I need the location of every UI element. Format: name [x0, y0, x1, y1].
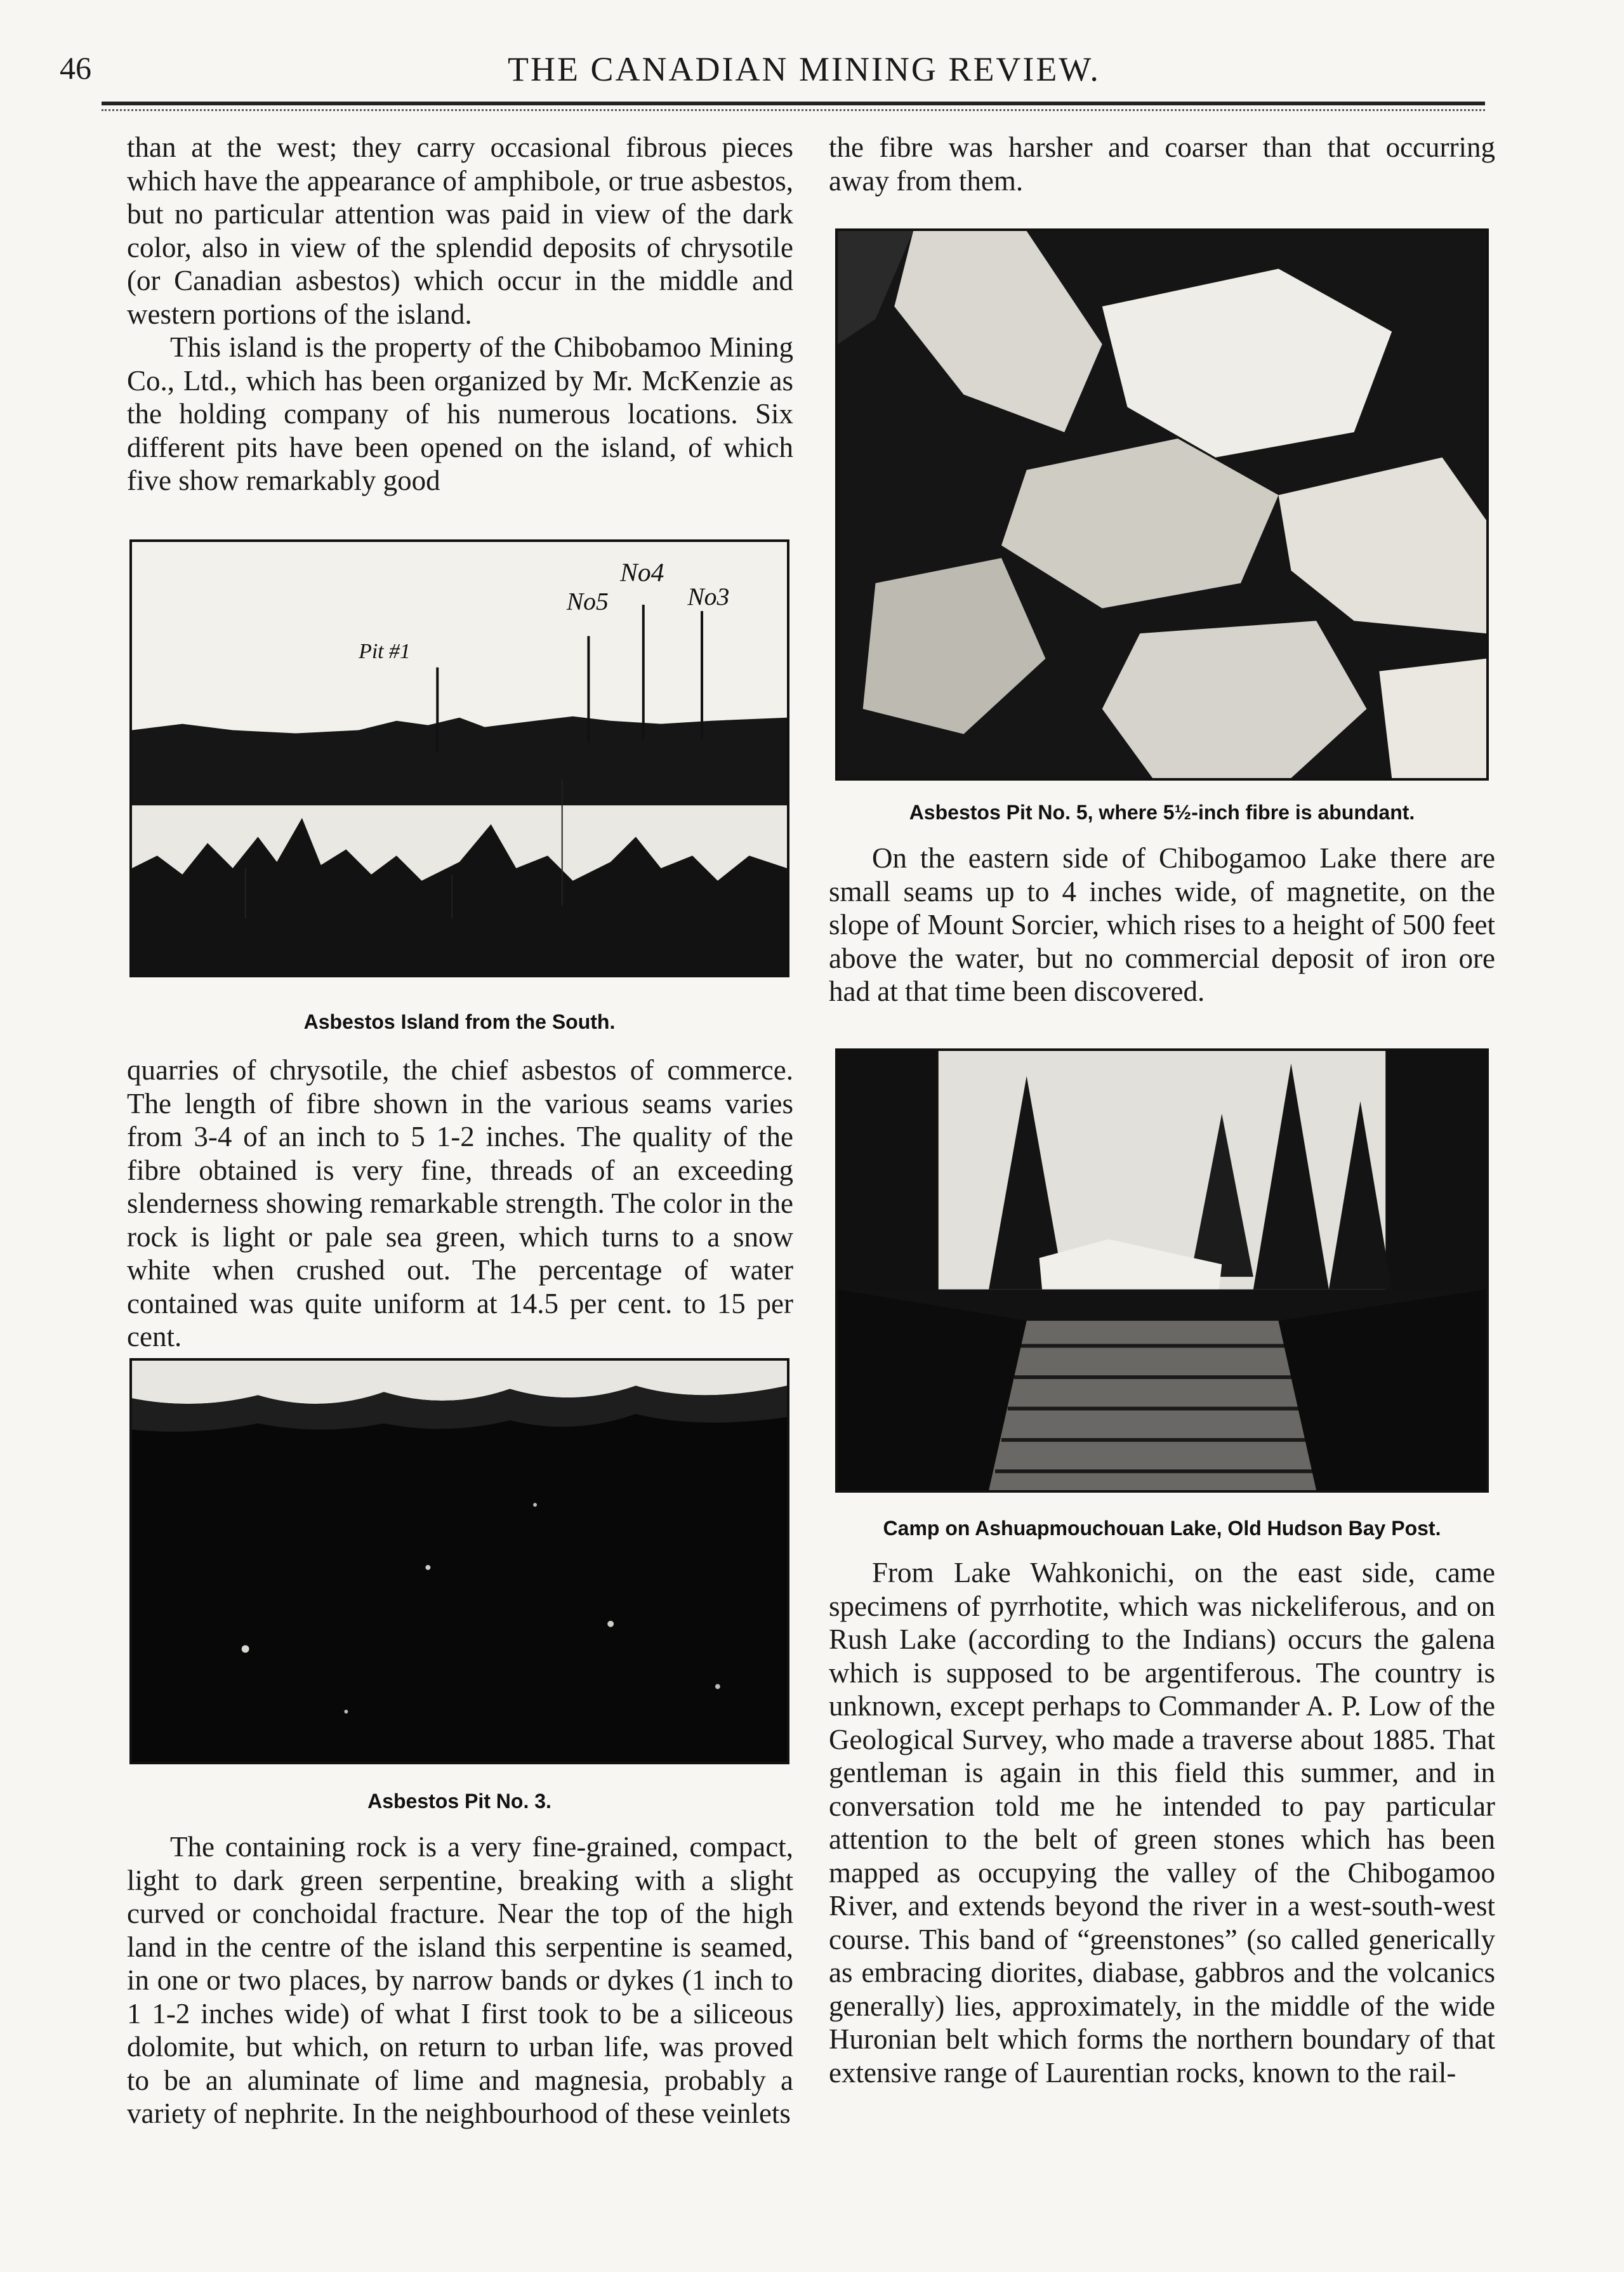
no5-label: No5	[566, 587, 609, 616]
asbestos-pit-3-photo	[129, 1358, 789, 1764]
camp-photo	[835, 1048, 1489, 1493]
pit5-illustration	[838, 231, 1486, 778]
left-text-block-middle	[127, 1053, 793, 1354]
pit3-illustration	[132, 1361, 787, 1762]
no4-label: No4	[620, 557, 664, 587]
right-text-block-top	[829, 131, 1495, 197]
right-text-block-bottom	[829, 1556, 1495, 2089]
paragraph: than at the west; they carry occasional fibrous pieces which have the appearance of amphibole, or true asbestos, but no particular attention was paid in view of the dark color, also in view of the splendid deposits of chrysotile (or Canadian asbestos) which occur in the middle and western portions of the island.	[127, 131, 793, 330]
paragraph: From Lake Wahkonichi, on the east side, came specimens of pyrrhotite, which was nickeliferous, and on Rush Lake (according to the Indians) occurs the galena which is supposed to be argentiferous. The country is unknown, except perhaps to Commander A. P. Low of the Geological Survey, who made a traverse about 1885. That gentleman is again in this field this summer, and in conversation told me he intended to pay particular attention to the belt of green stones which has been mapped as occupying the valley of the Chibogamoo River, and extends beyond the river in a west-south-west course. This band of “greenstones” (so called generically as embracing diorites, diabase, gabbros and the volcanics generally) lies, approximately, in the middle of the wide Huronian belt which forms the northern boundary of that extensive range of Laurentian rocks, known to the rail-	[829, 1557, 1495, 2089]
left-text-block-top	[127, 131, 793, 498]
paragraph: This island is the property of the Chibobamoo Mining Co., Ltd., which has been organized by Mr. McKenzie as the holding company of his numerous locations. Six different pits have been opened on the island, of which five show remarkably good	[127, 331, 793, 496]
island-caption: Asbestos Island from the South.	[303, 1010, 616, 1033]
asbestos-pit-5-photo	[835, 228, 1489, 781]
left-text-block-bottom	[127, 1830, 793, 2130]
island-illustration	[132, 542, 787, 975]
paragraph: quarries of chrysotile, the chief asbestos of commerce. The length of fibre shown in the various seams varies from 3-4 of an inch to 5 1-2 inches. The quality of the fibre obtained is very fine, threads of an exceeding slenderness showing remarkable strength. The color in the rock is light or pale sea green, which turns to a snow white when crushed out. The percentage of water contained was quite uniform at 14.5 per cent. to 15 per cent.	[127, 1054, 793, 1352]
pit3-caption: Asbestos Pit No. 3.	[367, 1790, 551, 1813]
header-dotted-rule	[102, 109, 1485, 111]
paragraph: On the eastern side of Chibogamoo Lake there are small seams up to 4 inches wide, of magnetite, on the slope of Mount Sorcier, which rises to a height of 500 feet above the water, but no commercial deposit of iron ore had at that time been discovered.	[829, 842, 1495, 1007]
pit1-label: Pit #1	[359, 639, 411, 663]
no3-label: No3	[687, 582, 730, 611]
camp-caption: Camp on Ashuapmouchouan Lake, Old Hudson Bay Post.	[883, 1517, 1441, 1540]
camp-illustration	[838, 1051, 1486, 1490]
asbestos-island-photo	[129, 539, 789, 977]
right-text-block-middle	[829, 842, 1495, 1008]
paragraph: the fibre was harsher and coarser than that occurring away from them.	[829, 131, 1495, 197]
pit5-caption: Asbestos Pit No. 5, where 5½-inch fibre is abundant.	[909, 801, 1415, 824]
page-title: THE CANADIAN MINING REVIEW.	[508, 50, 1100, 88]
page-number: 46	[60, 50, 91, 86]
paragraph: The containing rock is a very fine-grained, compact, light to dark green serpentine, breaking with a slight curved or conchoidal fracture. Near the top of the high land in the centre of the island this serpentine is seamed, in one or two places, by narrow bands or dykes (1 inch to 1 1-2 inches wide) of what I first took to be a siliceous dolomite, but which, on return to urban life, was proved to be an aluminate of lime and magnesia, probably a variety of nephrite. In the neighbourhood of these veinlets	[127, 1831, 793, 2129]
header-rule	[102, 102, 1485, 105]
